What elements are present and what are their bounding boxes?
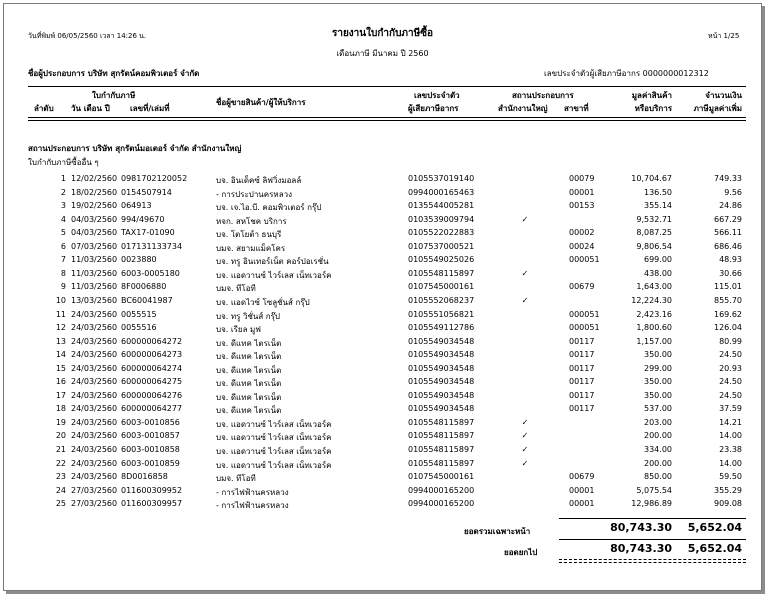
table-row bbox=[4, 472, 761, 485]
row-tax-id: 0105549034548 bbox=[408, 390, 475, 400]
row-amount: 350.00 bbox=[644, 377, 672, 387]
taxpayer-id: เลขประจำตัวผู้เสียภาษีอากร 0000000012312 bbox=[544, 69, 709, 78]
row-branch: 00679 bbox=[569, 282, 595, 292]
row-date: 24/03/2560 bbox=[71, 445, 118, 454]
row-invoice-no: 600000064272 bbox=[121, 336, 183, 346]
page-total-amount: 80,743.30 bbox=[610, 521, 672, 534]
row-vat: 115.01 bbox=[714, 282, 742, 292]
row-branch: 00024 bbox=[569, 241, 595, 251]
report-title: รายงานใบกำกับภาษีซื้อ bbox=[331, 28, 434, 39]
row-seq: 23 bbox=[55, 472, 66, 482]
row-branch: 00002 bbox=[569, 228, 595, 238]
row-date: 13/03/2560 bbox=[71, 295, 118, 305]
row-invoice-no: 8F0006880 bbox=[121, 282, 167, 292]
header-bottom-rule-2 bbox=[28, 120, 746, 121]
row-invoice-no: 011600309957 bbox=[121, 499, 183, 509]
row-seq: 9 bbox=[60, 282, 66, 292]
row-invoice-no: 064913 bbox=[121, 201, 152, 211]
row-date: 24/03/2560 bbox=[71, 363, 118, 373]
row-hq-check: ✓ bbox=[521, 445, 529, 454]
row-seq: 19 bbox=[55, 417, 66, 427]
row-vendor: บจ. ดีแทค ไตรเน็ต bbox=[216, 352, 282, 362]
row-vendor: บจ. ดีแทค ไตรเน็ต bbox=[216, 392, 282, 402]
row-amount: 9,532.71 bbox=[636, 214, 672, 224]
col-branch: สาขาที่ bbox=[564, 104, 589, 113]
row-vat: 59.50 bbox=[719, 472, 742, 482]
row-date: 24/03/2560 bbox=[71, 336, 118, 346]
row-amount: 699.00 bbox=[644, 255, 672, 265]
row-invoice-no: 017131133734 bbox=[121, 241, 183, 251]
row-tax-id: 0135544005281 bbox=[408, 201, 475, 211]
row-date: 11/03/2560 bbox=[71, 268, 118, 278]
row-invoice-no: 0154507914 bbox=[121, 187, 172, 197]
row-tax-id: 0103539009794 bbox=[408, 214, 475, 224]
row-tax-id: 0105549034548 bbox=[408, 404, 475, 414]
row-vendor: - การไฟฟ้านครหลวง bbox=[216, 501, 289, 511]
row-branch: 00117 bbox=[569, 390, 595, 400]
table-row bbox=[4, 269, 761, 282]
page-number: หน้า 1/25 bbox=[708, 32, 740, 40]
row-vat: 20.93 bbox=[719, 363, 742, 373]
invoice-table bbox=[4, 174, 761, 519]
row-date: 24/03/2560 bbox=[71, 404, 118, 414]
row-seq: 22 bbox=[55, 458, 66, 468]
row-branch: 00001 bbox=[569, 485, 595, 495]
row-vendor: บมจ. ทีโอที bbox=[216, 284, 256, 294]
operator-name: ชื่อผู้ประกอบการ บริษัท สุกรัตน์คอมพิวเตอร์ จำกัด bbox=[28, 69, 200, 78]
row-branch: 00117 bbox=[569, 377, 595, 387]
row-branch: 00117 bbox=[569, 404, 595, 414]
row-vat: 14.00 bbox=[719, 431, 742, 441]
table-row bbox=[4, 364, 761, 377]
table-row bbox=[4, 228, 761, 241]
table-row bbox=[4, 296, 761, 309]
row-invoice-no: 994/49670 bbox=[121, 214, 165, 224]
row-seq: 25 bbox=[55, 499, 66, 509]
row-tax-id: 0107545000161 bbox=[408, 472, 475, 482]
row-vendor: บจ. แอดวานซ์ ไวร์เลส เน็ทเวอร์ค bbox=[216, 433, 332, 443]
row-tax-id: 0105549025026 bbox=[408, 255, 475, 265]
row-seq: 2 bbox=[60, 187, 66, 197]
row-hq-check: ✓ bbox=[521, 458, 529, 468]
row-date: 24/03/2560 bbox=[71, 323, 118, 333]
row-hq-check: ✓ bbox=[521, 268, 529, 278]
row-vendor: บจ. แอดวานซ์ ไวร์เลส เน็ทเวอร์ค bbox=[216, 460, 332, 470]
row-invoice-no: 600000064275 bbox=[121, 377, 183, 387]
row-vendor: บจ. อินเด็คซ์ ลิฟวิ่งมอลล์ bbox=[216, 176, 302, 185]
row-vat: 37.59 bbox=[719, 404, 742, 414]
row-invoice-no: 6003-0010857 bbox=[121, 431, 180, 441]
row-vendor: บจ. เรียล มูฟ bbox=[216, 325, 261, 335]
row-tax-id: 0105548115897 bbox=[408, 268, 475, 278]
row-vendor: บจ. ทรู อินเทอร์เน็ต คอร์ปอเรชั่น bbox=[216, 257, 329, 267]
row-branch: 00117 bbox=[569, 336, 595, 346]
row-tax-id: 0105548115897 bbox=[408, 458, 475, 468]
row-vendor: บจ. แอดไวซ์ โซลูชั่นส์ กรุ๊ป bbox=[216, 297, 310, 307]
row-vendor: บจ. ทรู วิชั่นส์ กรุ๊ป bbox=[216, 311, 280, 321]
row-tax-id: 0105537019140 bbox=[408, 174, 475, 183]
row-amount: 12,986.89 bbox=[631, 499, 672, 509]
table-row bbox=[4, 215, 761, 228]
table-row bbox=[4, 242, 761, 255]
row-tax-id: 0105522022883 bbox=[408, 228, 475, 238]
row-vat: 749.33 bbox=[714, 174, 742, 183]
row-vendor: บจ. โตโยต้า ธนบุรี bbox=[216, 230, 282, 240]
col-invoice-group: ใบกำกับภาษี bbox=[92, 91, 136, 100]
table-row bbox=[4, 499, 761, 512]
table-row bbox=[4, 391, 761, 404]
table-row bbox=[4, 323, 761, 336]
row-vat: 14.21 bbox=[719, 417, 742, 427]
row-vat: 24.50 bbox=[719, 377, 742, 387]
row-date: 11/03/2560 bbox=[71, 282, 118, 292]
row-date: 07/03/2560 bbox=[71, 241, 118, 251]
col-amount-1: มูลค่าสินค้า bbox=[631, 91, 672, 100]
row-seq: 14 bbox=[55, 350, 66, 360]
col-branch-group: สถานประกอบการ bbox=[512, 91, 574, 100]
row-invoice-no: 600000064274 bbox=[121, 363, 183, 373]
row-vat: 566.11 bbox=[714, 228, 742, 238]
row-vendor: บจ. ดีแทค ไตรเน็ต bbox=[216, 365, 282, 375]
table-row bbox=[4, 377, 761, 390]
row-seq: 15 bbox=[55, 363, 66, 373]
row-date: 24/03/2560 bbox=[71, 431, 118, 441]
table-row bbox=[4, 337, 761, 350]
row-date: 24/03/2560 bbox=[71, 472, 118, 482]
row-tax-id: 0105548115897 bbox=[408, 431, 475, 441]
totals-double-rule-2 bbox=[559, 562, 746, 563]
row-tax-id: 0107545000161 bbox=[408, 282, 475, 292]
col-invoice-no: เลขที่/เล่มที่ bbox=[130, 104, 170, 113]
row-vendor: บจ. แอดวานซ์ ไวร์เลส เน็ทเวอร์ค bbox=[216, 419, 332, 429]
row-tax-id: 0105549034548 bbox=[408, 350, 475, 360]
page-total-vat: 5,652.04 bbox=[687, 521, 742, 534]
row-branch: 00117 bbox=[569, 350, 595, 360]
table-row bbox=[4, 431, 761, 444]
row-vendor: บมจ. ทีโอที bbox=[216, 474, 256, 484]
row-amount: 334.00 bbox=[644, 445, 672, 454]
row-invoice-no: 600000064273 bbox=[121, 350, 183, 360]
row-branch: 000051 bbox=[569, 323, 600, 333]
row-branch: 00001 bbox=[569, 499, 595, 509]
row-tax-id: 0105551056821 bbox=[408, 309, 475, 319]
row-vat: 24.50 bbox=[719, 350, 742, 360]
row-invoice-no: 0023880 bbox=[121, 255, 157, 265]
row-seq: 11 bbox=[55, 309, 66, 319]
row-amount: 438.00 bbox=[644, 268, 672, 278]
row-amount: 9,806.54 bbox=[636, 241, 672, 251]
row-amount: 355.14 bbox=[644, 201, 672, 211]
table-row bbox=[4, 445, 761, 458]
row-amount: 1,800.60 bbox=[636, 323, 672, 333]
page-total-label: ยอดรวมเฉพาะหน้า bbox=[464, 527, 531, 536]
carry-amount: 80,743.30 bbox=[610, 542, 672, 555]
row-branch: 00117 bbox=[569, 363, 595, 373]
row-date: 24/03/2560 bbox=[71, 309, 118, 319]
row-tax-id: 0105548115897 bbox=[408, 445, 475, 454]
row-date: 24/03/2560 bbox=[71, 377, 118, 387]
row-date: 04/03/2560 bbox=[71, 228, 118, 238]
row-invoice-no: 6003-0010858 bbox=[121, 445, 180, 454]
table-row bbox=[4, 255, 761, 268]
row-seq: 13 bbox=[55, 336, 66, 346]
row-invoice-no: 8D0016858 bbox=[121, 472, 168, 482]
table-row bbox=[4, 486, 761, 499]
row-vat: 23.38 bbox=[719, 445, 742, 454]
row-amount: 1,643.00 bbox=[636, 282, 672, 292]
row-date: 19/02/2560 bbox=[71, 201, 118, 211]
row-invoice-no: 6003-0010856 bbox=[121, 417, 180, 427]
row-seq: 12 bbox=[55, 323, 66, 333]
row-branch: 00153 bbox=[569, 201, 595, 211]
row-seq: 7 bbox=[60, 255, 66, 265]
col-amount-2: หรือบริการ bbox=[634, 104, 672, 113]
row-date: 12/02/2560 bbox=[71, 174, 118, 183]
row-vat: 9.56 bbox=[724, 187, 742, 197]
totals-double-rule-1 bbox=[559, 559, 746, 560]
row-seq: 4 bbox=[60, 214, 66, 224]
row-invoice-no: BC60041987 bbox=[121, 295, 173, 305]
table-row bbox=[4, 174, 761, 187]
row-seq: 18 bbox=[55, 404, 66, 414]
row-date: 11/03/2560 bbox=[71, 255, 118, 265]
row-vendor: บจ. แอดวานซ์ ไวร์เลส เน็ทเวอร์ค bbox=[216, 447, 332, 456]
row-vendor: บจ. ดีแทค ไตรเน็ต bbox=[216, 379, 282, 389]
row-amount: 203.00 bbox=[644, 417, 672, 427]
row-date: 24/03/2560 bbox=[71, 390, 118, 400]
row-vat: 355.29 bbox=[714, 485, 742, 495]
row-seq: 10 bbox=[55, 295, 66, 305]
table-row bbox=[4, 310, 761, 323]
row-vat: 169.62 bbox=[714, 309, 742, 319]
row-vendor: - การไฟฟ้านครหลวง bbox=[216, 487, 289, 497]
row-amount: 537.00 bbox=[644, 404, 672, 414]
carry-vat: 5,652.04 bbox=[687, 542, 742, 555]
table-row bbox=[4, 282, 761, 295]
row-tax-id: 0994000165463 bbox=[408, 187, 475, 197]
row-tax-id: 0105549112786 bbox=[408, 323, 475, 333]
row-tax-id: 0105549034548 bbox=[408, 336, 475, 346]
col-vat-1: จำนวนเงิน bbox=[705, 91, 742, 100]
row-invoice-no: 6003-0005180 bbox=[121, 268, 180, 278]
row-vat: 48.93 bbox=[719, 255, 742, 265]
row-vat: 14.00 bbox=[719, 458, 742, 468]
row-vat: 80.99 bbox=[719, 336, 742, 346]
row-date: 18/02/2560 bbox=[71, 187, 118, 197]
col-taxid-2: ผู้เสียภาษีอากร bbox=[408, 104, 459, 113]
row-branch: 00079 bbox=[569, 174, 595, 183]
row-amount: 200.00 bbox=[644, 458, 672, 468]
section-title: สถานประกอบการ บริษัท สุกรัตน์มอเตอร์ จำกัด สำนักงานใหญ่ bbox=[28, 144, 242, 153]
row-seq: 6 bbox=[60, 241, 66, 251]
table-row bbox=[4, 459, 761, 472]
row-amount: 299.00 bbox=[644, 363, 672, 373]
row-invoice-no: 600000064277 bbox=[121, 404, 183, 414]
row-tax-id: 0107537000521 bbox=[408, 241, 475, 251]
row-hq-check: ✓ bbox=[521, 417, 529, 427]
row-seq: 20 bbox=[55, 431, 66, 441]
row-vendor: - การประปานครหลวง bbox=[216, 189, 292, 199]
row-amount: 12,224.30 bbox=[631, 295, 672, 305]
row-vendor: บจ. ดีแทค ไตรเน็ต bbox=[216, 338, 282, 348]
row-date: 24/03/2560 bbox=[71, 417, 118, 427]
section-subtitle: ใบกำกับภาษีซื้ออื่น ๆ bbox=[28, 158, 99, 167]
row-seq: 21 bbox=[55, 445, 66, 454]
row-amount: 2,423.16 bbox=[636, 309, 672, 319]
col-taxid-1: เลขประจำตัว bbox=[414, 91, 460, 100]
col-vendor: ชื่อผู้ขายสินค้า/ผู้ให้บริการ bbox=[216, 98, 306, 107]
row-invoice-no: 0055516 bbox=[121, 323, 157, 333]
row-amount: 10,704.67 bbox=[631, 174, 672, 183]
row-seq: 3 bbox=[60, 201, 66, 211]
row-seq: 8 bbox=[60, 268, 66, 278]
row-tax-id: 0105552068237 bbox=[408, 295, 475, 305]
header-bottom-rule bbox=[28, 117, 746, 118]
row-invoice-no: 0981702120052 bbox=[121, 174, 188, 183]
row-amount: 5,075.54 bbox=[636, 485, 672, 495]
row-date: 24/03/2560 bbox=[71, 458, 118, 468]
row-seq: 1 bbox=[60, 174, 66, 183]
row-vendor: บจ. เจ.ไอ.บี. คอมพิวเตอร์ กรุ๊ป bbox=[216, 203, 322, 213]
row-branch: 000051 bbox=[569, 255, 600, 265]
row-date: 04/03/2560 bbox=[71, 214, 118, 224]
row-branch: 00001 bbox=[569, 187, 595, 197]
row-vendor: บจ. แอดวานซ์ ไวร์เลส เน็ทเวอร์ค bbox=[216, 270, 332, 280]
row-invoice-no: 0055515 bbox=[121, 309, 157, 319]
row-vat: 855.70 bbox=[714, 295, 742, 305]
print-info: วันที่พิมพ์ 06/05/2560 เวลา 14:26 น. bbox=[28, 32, 147, 40]
row-invoice-no: 6003-0010859 bbox=[121, 458, 180, 468]
row-hq-check: ✓ bbox=[521, 214, 529, 224]
row-vat: 686.46 bbox=[714, 241, 742, 251]
row-seq: 17 bbox=[55, 390, 66, 400]
row-vendor: บจ. ดีแทค ไตรเน็ต bbox=[216, 406, 282, 416]
col-seq: ลำดับ bbox=[34, 104, 54, 113]
tax-period: เดือนภาษี มีนาคม ปี 2560 bbox=[336, 49, 429, 58]
carry-label: ยอดยกไป bbox=[504, 548, 538, 557]
row-amount: 350.00 bbox=[644, 350, 672, 360]
row-seq: 24 bbox=[55, 485, 66, 495]
row-branch: 00679 bbox=[569, 472, 595, 482]
row-amount: 350.00 bbox=[644, 390, 672, 400]
col-date: วัน เดือน ปี bbox=[71, 104, 110, 113]
table-row bbox=[4, 201, 761, 214]
table-row bbox=[4, 188, 761, 201]
row-date: 27/03/2560 bbox=[71, 485, 118, 495]
table-row bbox=[4, 404, 761, 417]
row-tax-id: 0994000165200 bbox=[408, 499, 475, 509]
header-top-rule bbox=[28, 86, 746, 87]
table-row bbox=[4, 418, 761, 431]
row-amount: 136.50 bbox=[644, 187, 672, 197]
row-invoice-no: 011600309952 bbox=[121, 485, 183, 495]
row-hq-check: ✓ bbox=[521, 431, 529, 441]
totals-mid-rule bbox=[559, 539, 746, 540]
row-tax-id: 0994000165200 bbox=[408, 485, 475, 495]
row-tax-id: 0105549034548 bbox=[408, 377, 475, 387]
row-amount: 8,087.25 bbox=[636, 228, 672, 238]
row-vendor: หจก. สหโชค บริการ bbox=[216, 216, 287, 226]
row-tax-id: 0105549034548 bbox=[408, 363, 475, 373]
row-date: 27/03/2560 bbox=[71, 499, 118, 509]
col-vat-2: ภาษีมูลค่าเพิ่ม bbox=[693, 104, 742, 113]
row-vendor: บมจ. สยามแม็คโคร bbox=[216, 243, 286, 253]
row-branch: 000051 bbox=[569, 309, 600, 319]
row-vat: 909.08 bbox=[714, 499, 742, 509]
table-row bbox=[4, 350, 761, 363]
row-invoice-no: TAX17-01090 bbox=[121, 228, 175, 238]
row-amount: 850.00 bbox=[644, 472, 672, 482]
row-vat: 24.86 bbox=[719, 201, 742, 211]
totals-top-rule bbox=[559, 518, 746, 519]
report-page bbox=[3, 3, 762, 591]
row-vat: 24.50 bbox=[719, 390, 742, 400]
row-amount: 1,157.00 bbox=[636, 336, 672, 346]
row-vat: 30.66 bbox=[719, 268, 742, 278]
row-seq: 5 bbox=[60, 228, 66, 238]
row-seq: 16 bbox=[55, 377, 66, 387]
row-tax-id: 0105548115897 bbox=[408, 417, 475, 427]
row-invoice-no: 600000064276 bbox=[121, 390, 183, 400]
col-hq: สำนักงานใหญ่ bbox=[498, 104, 548, 113]
row-amount: 200.00 bbox=[644, 431, 672, 441]
row-date: 24/03/2560 bbox=[71, 350, 118, 360]
row-vat: 667.29 bbox=[714, 214, 742, 224]
row-hq-check: ✓ bbox=[521, 295, 529, 305]
row-vat: 126.04 bbox=[714, 323, 742, 333]
